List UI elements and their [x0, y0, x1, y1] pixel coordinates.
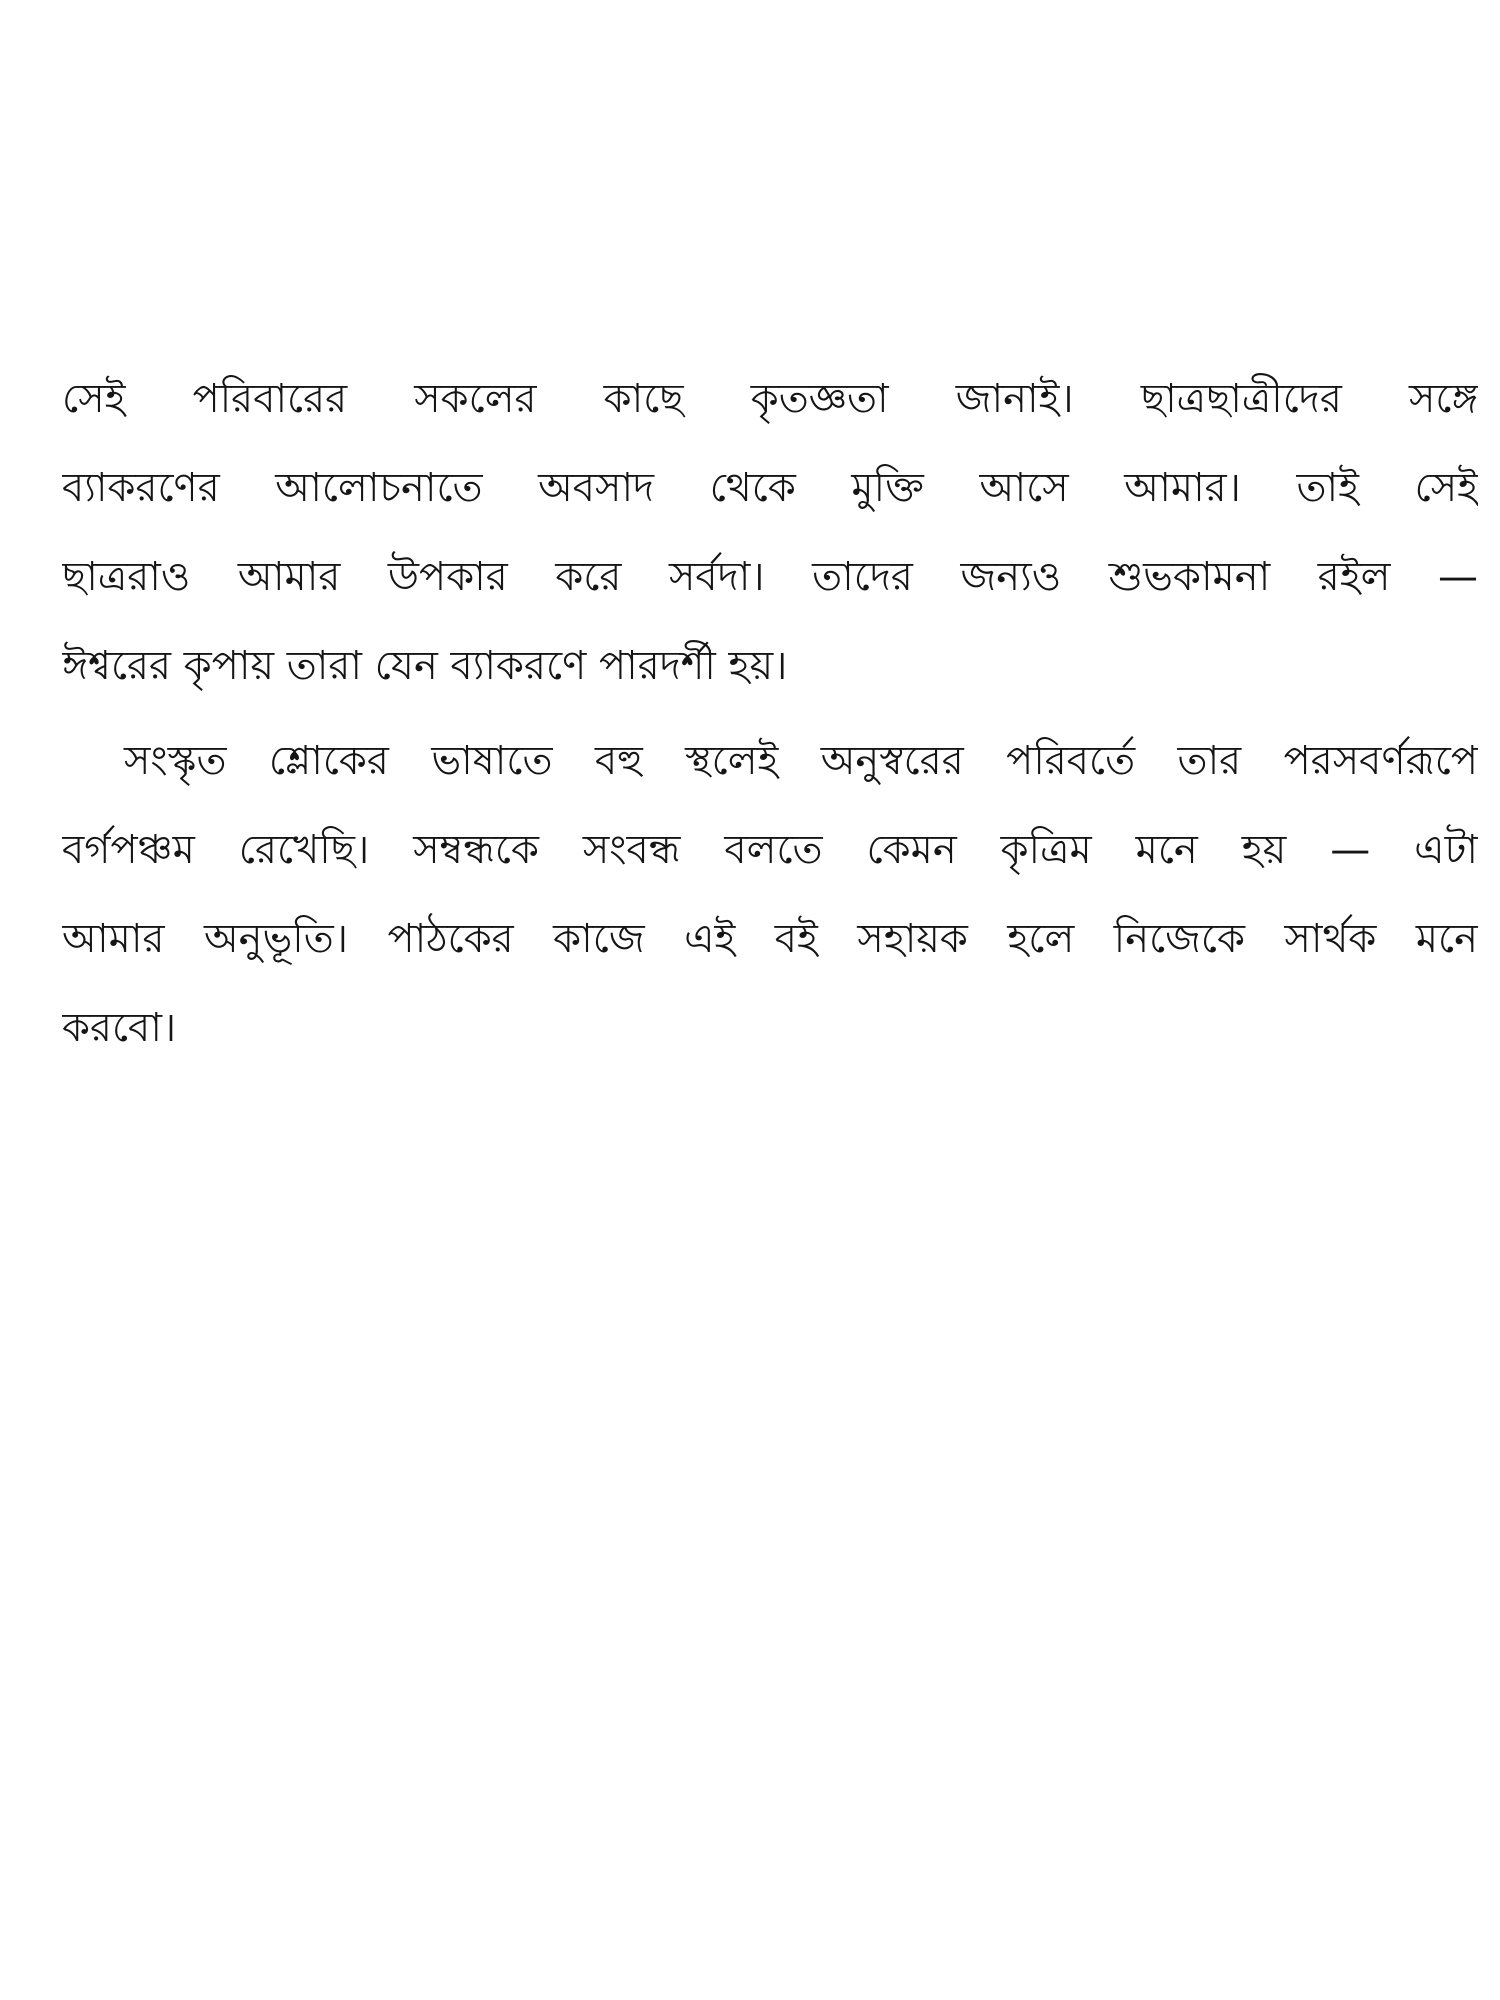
body-text	[62, 355, 1478, 1073]
paragraph-1	[62, 355, 1478, 711]
text-line: সেই পরিবারের সকলের কাছে কৃতজ্ঞতা জানাই। ছাত্রছাত্রীদের সঙ্গে	[62, 376, 1478, 422]
text-line: বর্গপঞ্চম রেখেছি। সম্বন্ধকে সংবন্ধ বলতে কেমন কৃত্রিম মনে হয় — এটা	[62, 827, 1478, 873]
paragraph-2	[62, 717, 1478, 1073]
text-line: করবো।	[62, 1005, 177, 1051]
text-line: সংস্কৃত শ্লোকের ভাষাতে বহু স্থলেই অনুস্বরের পরিবর্তে তার পরসবর্ণরূপে	[124, 738, 1478, 784]
text-line: ঈশ্বরের কৃপায় তারা যেন ব্যাকরণে পারদর্শী হয়।	[62, 643, 788, 689]
text-line: ছাত্ররাও আমার উপকার করে সর্বদা। তাদের জন্যও শুভকামনা রইল —	[62, 554, 1478, 600]
text-line: আমার অনুভূতি। পাঠকের কাজে এই বই সহায়ক হলে নিজেকে সার্থক মনে	[62, 916, 1478, 962]
text-line: ব্যাকরণের আলোচনাতে অবসাদ থেকে মুক্তি আসে আমার। তাই সেই	[62, 465, 1478, 511]
